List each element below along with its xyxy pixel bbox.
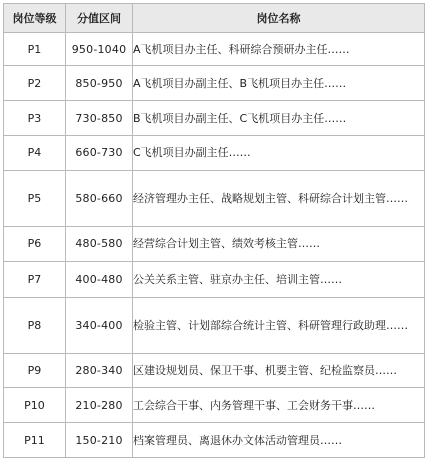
header-name: 岗位名称 — [133, 4, 425, 33]
name-cell: B飞机项目办副主任、C飞机项目办主任…… — [133, 100, 425, 136]
range-cell: 950-1040 — [66, 33, 133, 66]
level-cell: P7 — [4, 262, 66, 298]
range-cell: 340-400 — [66, 297, 133, 353]
level-cell: P5 — [4, 170, 66, 226]
name-cell: 区建设规划员、保卫干事、机要主管、纪检监察员…… — [133, 353, 425, 387]
range-cell: 480-580 — [66, 226, 133, 262]
name-cell: 经营综合计划主管、绩效考核主管…… — [133, 226, 425, 262]
level-cell: P3 — [4, 100, 66, 136]
header-row — [4, 4, 425, 33]
range-cell: 210-280 — [66, 387, 133, 423]
position-grade-table — [3, 3, 425, 458]
range-cell: 730-850 — [66, 100, 133, 136]
level-cell: P10 — [4, 387, 66, 423]
level-cell: P9 — [4, 353, 66, 387]
name-cell: 工会综合干事、内务管理干事、工会财务干事…… — [133, 387, 425, 423]
level-cell: P8 — [4, 297, 66, 353]
level-cell: P1 — [4, 33, 66, 66]
table-row — [4, 170, 425, 226]
name-cell: 档案管理员、离退休办文体活动管理员…… — [133, 423, 425, 458]
name-cell: 公关关系主管、驻京办主任、培训主管…… — [133, 262, 425, 298]
level-cell: P2 — [4, 66, 66, 100]
name-cell: 经济管理办主任、战略规划主管、科研综合计划主管…… — [133, 170, 425, 226]
range-cell: 400-480 — [66, 262, 133, 298]
name-cell: 检验主管、计划部综合统计主管、科研管理行政助理…… — [133, 297, 425, 353]
range-cell: 660-730 — [66, 136, 133, 170]
level-cell: P4 — [4, 136, 66, 170]
name-cell: A飞机项目办副主任、B飞机项目办主任…… — [133, 66, 425, 100]
range-cell: 850-950 — [66, 66, 133, 100]
name-cell: C飞机项目办副主任…… — [133, 136, 425, 170]
table-row — [4, 136, 425, 170]
level-cell: P11 — [4, 423, 66, 458]
header-level: 岗位等级 — [4, 4, 66, 33]
name-cell: A飞机项目办主任、科研综合预研办主任…… — [133, 33, 425, 66]
table-row — [4, 100, 425, 136]
header-range: 分值区间 — [66, 4, 133, 33]
table-row — [4, 297, 425, 353]
table-row — [4, 226, 425, 262]
table-row — [4, 387, 425, 423]
range-cell: 580-660 — [66, 170, 133, 226]
range-cell: 150-210 — [66, 423, 133, 458]
level-cell: P6 — [4, 226, 66, 262]
range-cell: 280-340 — [66, 353, 133, 387]
table-row — [4, 262, 425, 298]
table-row — [4, 423, 425, 458]
table-row — [4, 66, 425, 100]
table-row — [4, 353, 425, 387]
table-row — [4, 33, 425, 66]
